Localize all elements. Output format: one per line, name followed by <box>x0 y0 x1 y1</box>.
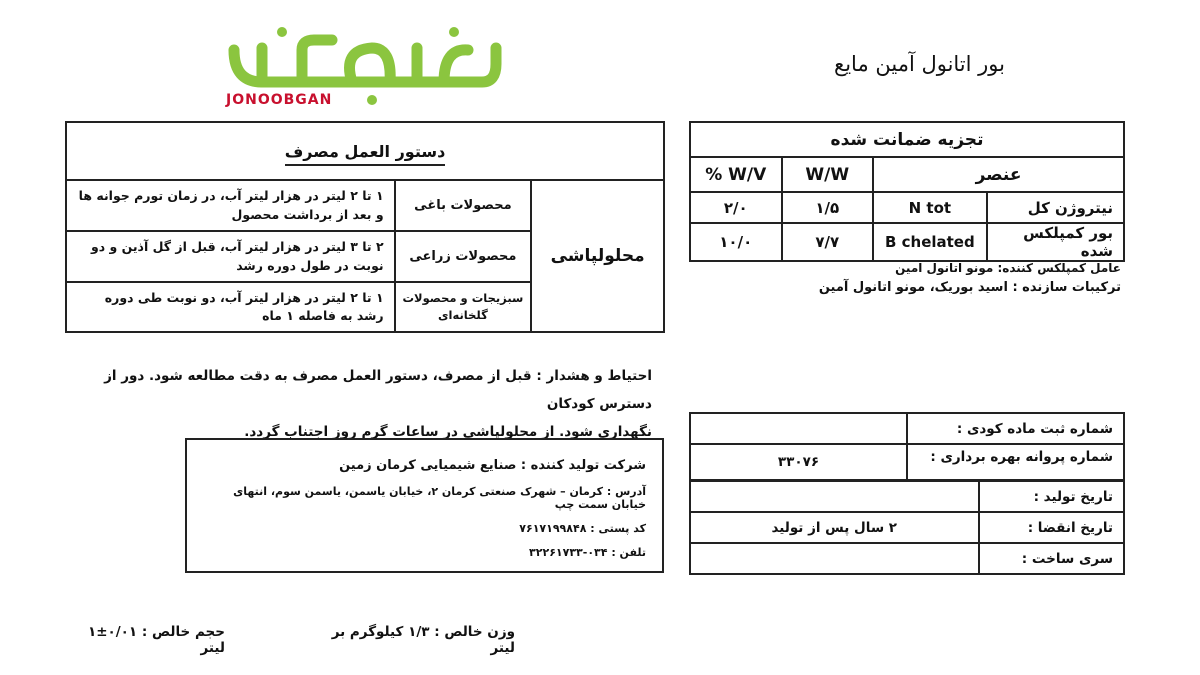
dosage-text: ۱ تا ۲ لیتر در هزار لیتر آب، دو نوبت طی دوره رشد به فاصله ۱ ماه <box>66 282 395 332</box>
batch-number-label: سری ساخت : <box>979 543 1124 574</box>
caution-line: نگهداری شود. از محلولپاشی در ساعات گرم روز اجتناب گردد. <box>244 424 652 440</box>
registration-number-label: شماره ثبت ماده کودی : <box>907 413 1124 444</box>
analysis-col-element: عنصر <box>873 157 1124 192</box>
analysis-col-wv: % W/V <box>690 157 782 192</box>
caution-line: احتیاط و هشدار : قبل از مصرف، دستور العمل مصرف به دقت مطالعه شود. دور از دسترس کودکان <box>104 368 652 412</box>
production-date-value <box>690 481 979 512</box>
logo-latin-text: JONOOBGAN <box>226 92 333 108</box>
guaranteed-analysis-table <box>689 121 1125 262</box>
product-title: بور اتانول آمین مایع <box>834 52 1005 76</box>
usage-row <box>66 180 664 231</box>
jonoobgan-logo <box>222 20 502 110</box>
usage-instructions-table <box>65 121 665 333</box>
manufacturer-phone: تلفن : ۰۳۴-۳۲۲۶۱۷۳۳ <box>529 546 646 559</box>
expiry-date-label: تاریخ انقضا : <box>979 512 1124 543</box>
element-symbol: B chelated <box>873 223 987 261</box>
manufacturer-address: آدرس : کرمان – شهرک صنعتی کرمان ۲، خیابان یاسمن، یاسمن سوم، انتهای خیابان سمت چپ <box>233 485 646 511</box>
manufacturer-postal-code: کد پستی : ۷۶۱۷۱۹۹۸۴۸ <box>519 522 646 535</box>
element-ww: ۱/۵ <box>782 192 874 223</box>
net-weight: وزن خالص : ۱/۳ کیلوگرم بر لیتر <box>331 624 515 656</box>
registration-number-value <box>690 413 907 444</box>
manufacturer-company: شرکت تولید کننده : صنایع شیمیایی کرمان زمین <box>339 458 646 473</box>
analysis-title: تجزیه ضمانت شده <box>690 122 1124 157</box>
usage-title-cell <box>66 122 664 180</box>
license-number-value: ۳۳۰۷۶ <box>690 444 907 480</box>
element-symbol: N tot <box>873 192 987 223</box>
element-wv: ۲/۰ <box>690 192 782 223</box>
element-wv: ۱۰/۰ <box>690 223 782 261</box>
analysis-row <box>690 192 1124 223</box>
analysis-col-ww: W/W <box>782 157 874 192</box>
application-method: محلولپاشی <box>531 180 664 332</box>
dosage-text: ۲ تا ۳ لیتر در هزار لیتر آب، قبل از گل آذین و دو نوبت در طول دوره رشد <box>66 231 395 282</box>
composition-text: ترکیبات سازنده : اسید بوریک، مونو اتانول آمین <box>818 280 1121 295</box>
element-name: نیتروژن کل <box>987 192 1124 223</box>
caution-warning <box>70 362 652 446</box>
crop-type: محصولات باغی <box>395 180 532 231</box>
registration-table <box>689 412 1125 481</box>
license-number-label: شماره پروانه بهره برداری : <box>907 444 1124 480</box>
crop-type: سبزیجات و محصولات گلخانه‌ای <box>395 282 532 332</box>
manufacturer-box <box>185 438 664 573</box>
element-ww: ۷/۷ <box>782 223 874 261</box>
dosage-text: ۱ تا ۲ لیتر در هزار لیتر آب، در زمان تورم جوانه ها و بعد از برداشت محصول <box>66 180 395 231</box>
expiry-date-value: ۲ سال پس از تولید <box>690 512 979 543</box>
production-info-table <box>689 480 1125 575</box>
element-name: بور کمپلکس شده <box>987 223 1124 261</box>
net-volume: حجم خالص : ۰/۰۱±۱ لیتر <box>87 624 225 656</box>
complexing-agent-text: عامل کمپلکس کننده: مونو اتانول امین <box>895 261 1121 275</box>
usage-title: دستور العمل مصرف <box>285 142 446 166</box>
analysis-row <box>690 223 1124 261</box>
batch-number-value <box>690 543 979 574</box>
crop-type: محصولات زراعی <box>395 231 532 282</box>
production-date-label: تاریخ تولید : <box>979 481 1124 512</box>
